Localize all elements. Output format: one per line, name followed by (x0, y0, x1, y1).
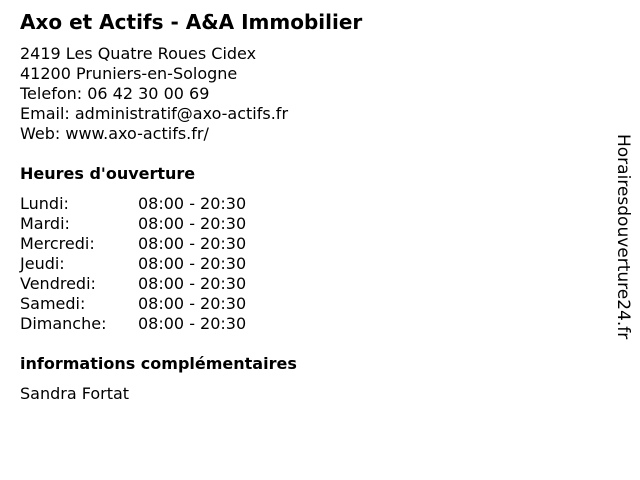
phone-number: Telefon: 06 42 30 00 69 (20, 84, 210, 103)
hours-row-friday (20, 274, 246, 294)
hours-time: 08:00 - 20:30 (138, 274, 247, 293)
additional-info-heading: informations complémentaires (20, 354, 297, 373)
hours-time: 08:00 - 20:30 (138, 314, 247, 333)
hours-row-monday (20, 194, 246, 214)
hours-day: Samedi: (20, 294, 86, 313)
street-address: 2419 Les Quatre Roues Cidex (20, 44, 257, 63)
hours-row-thursday (20, 254, 246, 274)
hours-row-tuesday (20, 214, 246, 234)
hours-day: Dimanche: (20, 314, 107, 333)
email-address: Email: administratif@axo-actifs.fr (20, 104, 289, 123)
contact-person: Sandra Fortat (20, 384, 130, 403)
site-watermark: Horairesdouverture24.fr (613, 134, 633, 340)
hours-day: Mercredi: (20, 234, 95, 253)
hours-time: 08:00 - 20:30 (138, 194, 247, 213)
opening-hours-table (20, 194, 246, 334)
opening-hours-heading: Heures d'ouverture (20, 164, 196, 183)
hours-day: Jeudi: (20, 254, 65, 273)
city-address: 41200 Pruniers-en-Sologne (20, 64, 238, 83)
hours-day: Mardi: (20, 214, 70, 233)
hours-time: 08:00 - 20:30 (138, 234, 247, 253)
business-name: Axo et Actifs - A&A Immobilier (20, 10, 363, 34)
hours-day: Lundi: (20, 194, 69, 213)
hours-row-sunday (20, 314, 246, 334)
hours-row-saturday (20, 294, 246, 314)
website-address: Web: www.axo-actifs.fr/ (20, 124, 209, 143)
hours-time: 08:00 - 20:30 (138, 294, 247, 313)
hours-time: 08:00 - 20:30 (138, 214, 247, 233)
hours-row-wednesday (20, 234, 246, 254)
hours-time: 08:00 - 20:30 (138, 254, 247, 273)
hours-day: Vendredi: (20, 274, 96, 293)
contact-block (20, 44, 288, 144)
